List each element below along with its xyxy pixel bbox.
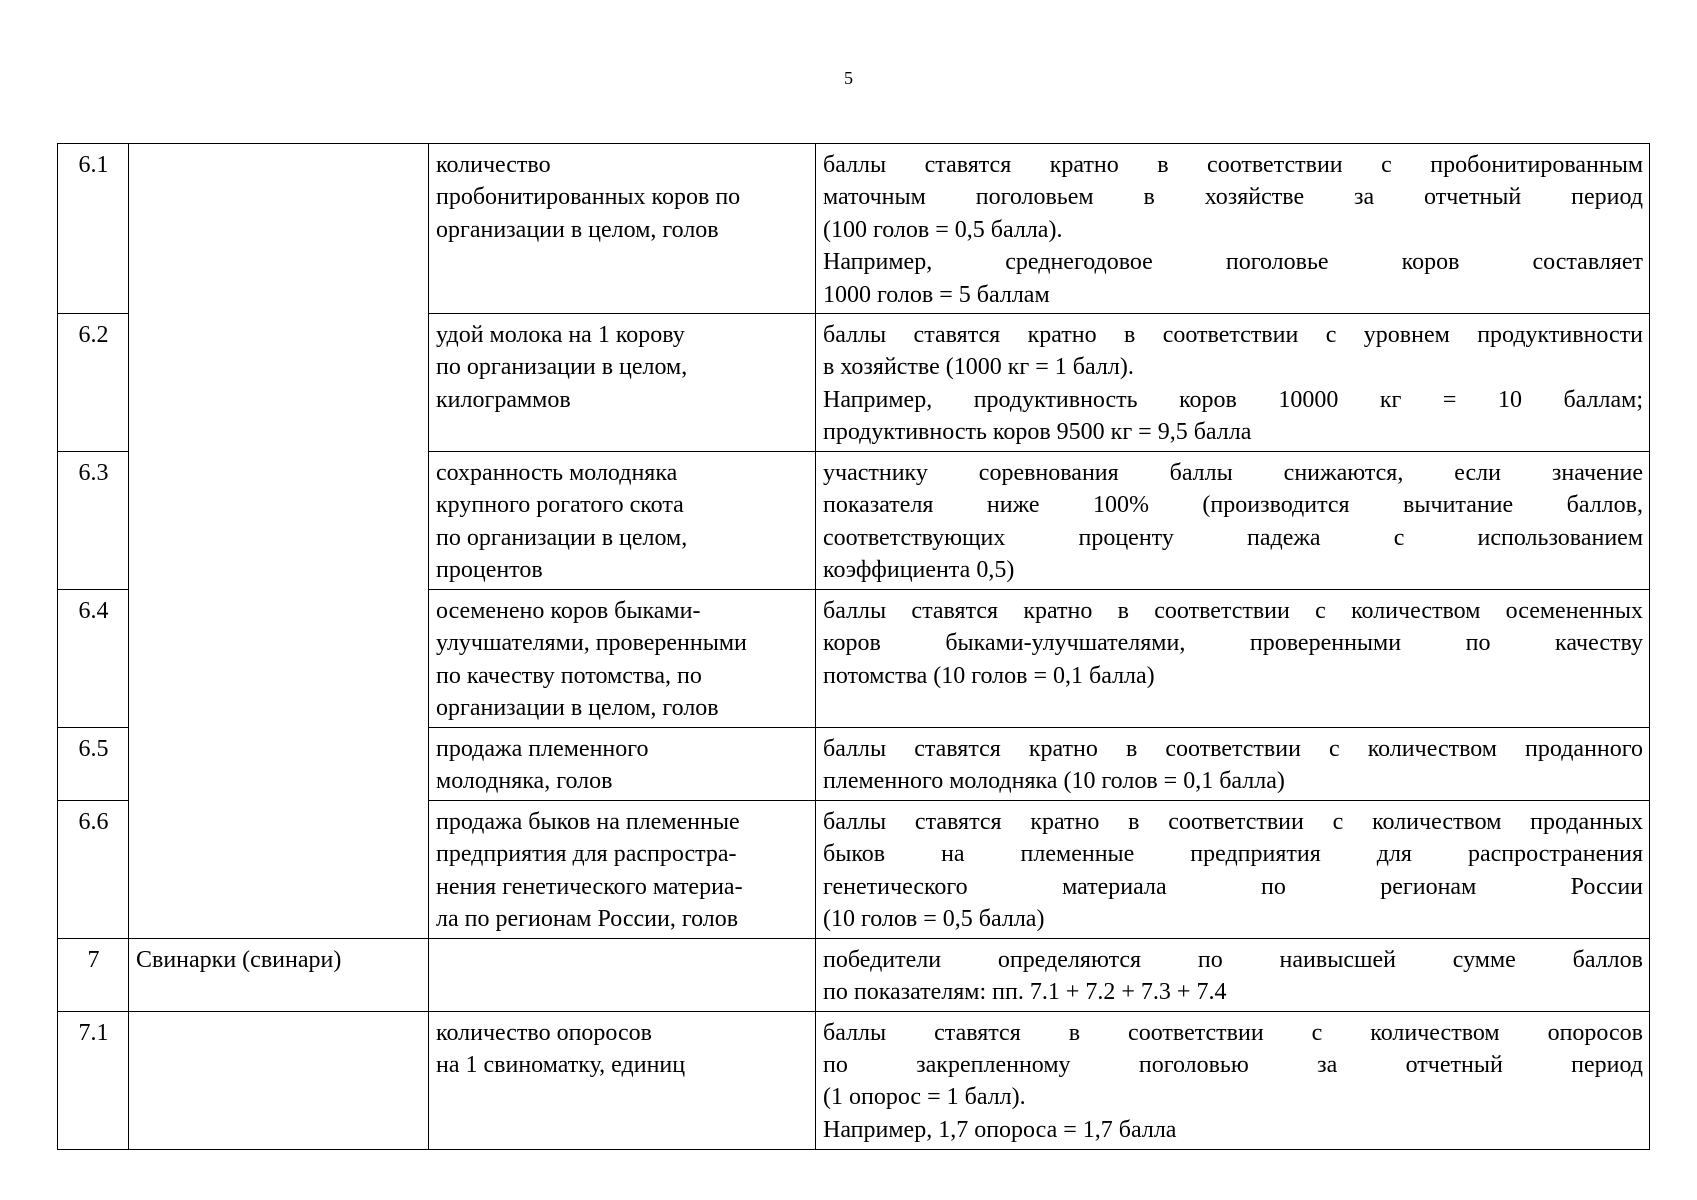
description-line: по показателям: пп. 7.1 + 7.2 + 7.3 + 7.4 — [823, 979, 1227, 1006]
indicator-line: продажа племенного — [436, 736, 649, 763]
indicator-line: сохранность молодняка — [436, 460, 678, 487]
indicator-cell — [429, 314, 816, 452]
description-line: Например, продуктивность коров 10000 кг = 10 баллам; — [823, 386, 1643, 413]
indicator-line: предприятия для распростра- — [436, 841, 737, 868]
description-cell — [816, 452, 1650, 590]
description-line: 1000 голов = 5 баллам — [823, 281, 1050, 308]
description-line: показателя ниже 100% (производится вычитание баллов, — [823, 492, 1643, 519]
table-row — [58, 1011, 1650, 1149]
indicator-line: крупного рогатого скота — [436, 492, 684, 519]
indicator-line: количество опоросов — [436, 1019, 652, 1046]
description-line: Например, среднегодовое поголовье коров составляет — [823, 249, 1643, 276]
indicator-line: количество — [436, 152, 551, 178]
description-line: в хозяйстве (1000 кг = 1 балл). — [823, 354, 1134, 381]
description-line: коэффициента 0,5) — [823, 557, 1015, 584]
description-line: (1 опорос = 1 балл). — [823, 1084, 1026, 1111]
description-line: баллы ставятся в соответствии с количеством опоросов — [823, 1019, 1643, 1046]
description-line: по закрепленному поголовью за отчетный период — [823, 1052, 1643, 1079]
description-cell — [816, 314, 1650, 452]
description-line: победители определяются по наивысшей сумме баллов — [823, 946, 1643, 973]
row-number: 7 — [58, 938, 129, 1011]
table-row — [58, 144, 1650, 314]
table-row — [58, 938, 1650, 1011]
page-number: 5 — [844, 68, 853, 88]
indicator-line: организации в целом, голов — [436, 695, 719, 722]
indicator-line: по качеству потомства, по — [436, 662, 702, 689]
description-cell — [816, 144, 1650, 314]
category-cell — [129, 1011, 429, 1149]
row-number: 7.1 — [58, 1011, 129, 1149]
description-line: маточным поголовьем в хозяйстве за отчетный период — [823, 184, 1643, 211]
indicator-cell — [429, 1011, 816, 1149]
description-line: участнику соревнования баллы снижаются, если значение — [823, 460, 1643, 487]
indicator-line: пробонитированных коров по — [436, 184, 741, 211]
indicator-line: на 1 свиноматку, единиц — [436, 1052, 686, 1079]
indicator-line: удой молока на 1 корову — [436, 322, 685, 349]
description-line: племенного молодняка (10 голов = 0,1 балла) — [823, 768, 1285, 795]
criteria-table — [57, 143, 1650, 1150]
description-line: (10 голов = 0,5 балла) — [823, 906, 1045, 933]
description-line: баллы ставятся кратно в соответствии с количеством проданных — [823, 808, 1643, 835]
indicator-line: процентов — [436, 557, 543, 584]
row-number: 6.3 — [58, 452, 129, 590]
row-number: 6.2 — [58, 314, 129, 452]
row-number: 6.6 — [58, 800, 129, 938]
description-line: баллы ставятся кратно в соответствии с пробонитированным — [823, 152, 1643, 178]
indicator-line: продажа быков на племенные — [436, 808, 740, 835]
indicator-line: по организации в целом, — [436, 524, 688, 551]
indicator-cell — [429, 728, 816, 801]
indicator-line: организации в целом, голов — [436, 216, 719, 243]
description-line: Например, 1,7 опороса = 1,7 балла — [823, 1116, 1177, 1143]
indicator-line: осеменено коров быками- — [436, 598, 701, 625]
indicator-line: ла по регионам России, голов — [436, 906, 739, 933]
indicator-line: нения генетического материа- — [436, 873, 743, 900]
indicator-cell — [429, 144, 816, 314]
indicator-cell — [429, 452, 816, 590]
indicator-cell — [429, 590, 816, 728]
description-line: продуктивность коров 9500 кг = 9,5 балла — [823, 419, 1252, 446]
description-line: генетического материала по регионам России — [823, 873, 1643, 900]
description-line: потомства (10 голов = 0,1 балла) — [823, 662, 1155, 689]
indicator-cell — [429, 800, 816, 938]
indicator-line: по организации в целом, — [436, 354, 688, 381]
indicator-cell — [429, 938, 816, 1011]
description-cell — [816, 590, 1650, 728]
description-cell — [816, 1011, 1650, 1149]
row-number: 6.1 — [58, 144, 129, 314]
description-line: коров быками-улучшателями, проверенными по качеству — [823, 630, 1643, 657]
description-line: баллы ставятся кратно в соответствии с количеством проданного — [823, 736, 1643, 763]
description-cell — [816, 938, 1650, 1011]
category-cell — [129, 144, 429, 939]
description-line: быков на племенные предприятия для распространения — [823, 841, 1643, 868]
indicator-line: молодняка, голов — [436, 768, 613, 795]
description-line: баллы ставятся кратно в соответствии с уровнем продуктивности — [823, 322, 1643, 349]
indicator-line: килограммов — [436, 386, 571, 413]
category-cell: Свинарки (свинари) — [129, 938, 429, 1011]
row-number: 6.5 — [58, 728, 129, 801]
row-number: 6.4 — [58, 590, 129, 728]
description-line: соответствующих проценту падежа с использованием — [823, 524, 1643, 551]
description-cell — [816, 728, 1650, 801]
description-line: (100 голов = 0,5 балла). — [823, 216, 1063, 243]
description-line: баллы ставятся кратно в соответствии с количеством осемененных — [823, 598, 1643, 625]
description-cell — [816, 800, 1650, 938]
indicator-line: улучшателями, проверенными — [436, 630, 747, 657]
